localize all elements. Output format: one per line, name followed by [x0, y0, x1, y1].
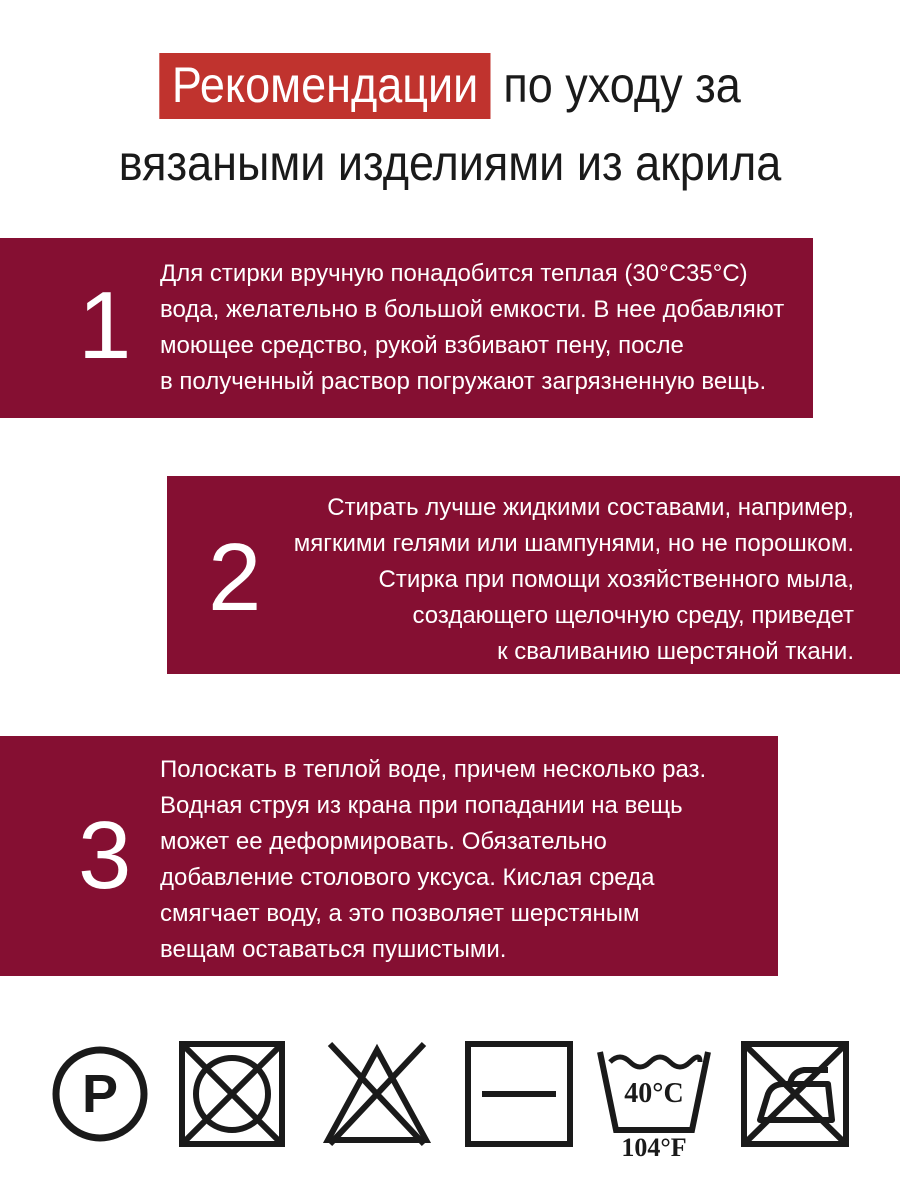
page-title-line-1 [45, 56, 855, 114]
step-1-line: вода, желательно в большой емкости. В нее добавляют [160, 296, 785, 323]
step-2-line: создающего щелочную среду, приведет [412, 602, 854, 629]
step-3-line: Водная струя из крана при попадании на вещь [160, 792, 683, 819]
step-number-1: 1 [78, 272, 132, 379]
wash-40-icon [594, 1038, 714, 1160]
step-number-3: 3 [78, 802, 132, 909]
step-1-line: моющее средство, рукой взбивают пену, после [160, 332, 684, 359]
no-iron-icon [740, 1040, 850, 1148]
step-text-2 [294, 490, 854, 670]
step-1-line: Для стирки вручную понадобится теплая (30°C35°C) [160, 260, 748, 287]
step-3-line: вещам оставаться пушистыми. [160, 936, 507, 963]
dry-clean-p-icon [50, 1044, 150, 1144]
step-3-line: Полоскать в теплой воде, причем несколько раз. [160, 756, 707, 783]
no-tumble-dry-icon [178, 1040, 286, 1148]
dry-clean-letter: P [81, 1064, 119, 1124]
step-3-line: может ее деформировать. Обязательно [160, 828, 607, 855]
no-bleach-icon [322, 1040, 432, 1148]
care-icons-row [0, 1030, 900, 1160]
step-2-line: к сваливанию шерстяной ткани. [497, 638, 854, 665]
step-2-line: Стирать лучше жидкими составами, например, [327, 494, 854, 521]
step-text-1 [160, 256, 784, 400]
wash-temp-fahrenheit: 104°F [621, 1133, 687, 1160]
step-3-line: смягчает воду, а это позволяет шерстяным [160, 900, 640, 927]
dry-flat-icon [464, 1040, 574, 1148]
page-title-line-2: вязаными изделиями из акрила [118, 135, 782, 191]
step-2-line: мягкими гелями или шампунями, но не порошком. [293, 530, 854, 557]
step-3-line: добавление столового уксуса. Кислая среда [160, 864, 655, 891]
step-text-3 [160, 752, 706, 968]
title-highlight: Рекомендации [159, 53, 491, 119]
title-line-1-rest: по уходу за [503, 57, 741, 113]
step-2-line: Стирка при помощи хозяйственного мыла, [378, 566, 854, 593]
step-number-2: 2 [208, 524, 262, 631]
wash-temp-celsius: 40°C [624, 1078, 684, 1109]
step-1-line: в полученный раствор погружают загрязненную вещь. [160, 368, 767, 395]
